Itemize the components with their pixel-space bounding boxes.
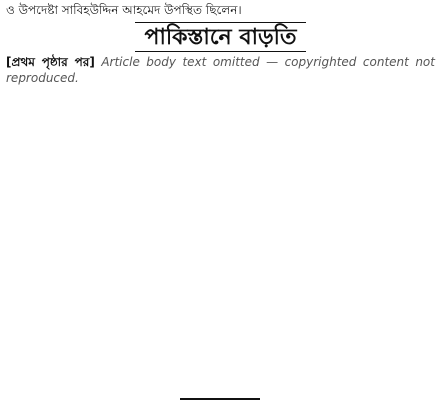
article-body-placeholder: Article body text omitted — copyrighted content not reproduced. <box>6 55 435 85</box>
footer-rule <box>180 398 260 405</box>
previous-article-tail: ও উপদেষ্টা সাবিহউদ্দিন আহমেদ উপস্থিত ছিলেন। <box>6 3 242 17</box>
article-body <box>6 55 435 86</box>
headline-container <box>6 22 435 52</box>
article-headline: পাকিস্তানে বাড়তি <box>135 22 307 52</box>
continuation-tag: [প্রথম পৃষ্ঠার পর] <box>6 55 95 69</box>
